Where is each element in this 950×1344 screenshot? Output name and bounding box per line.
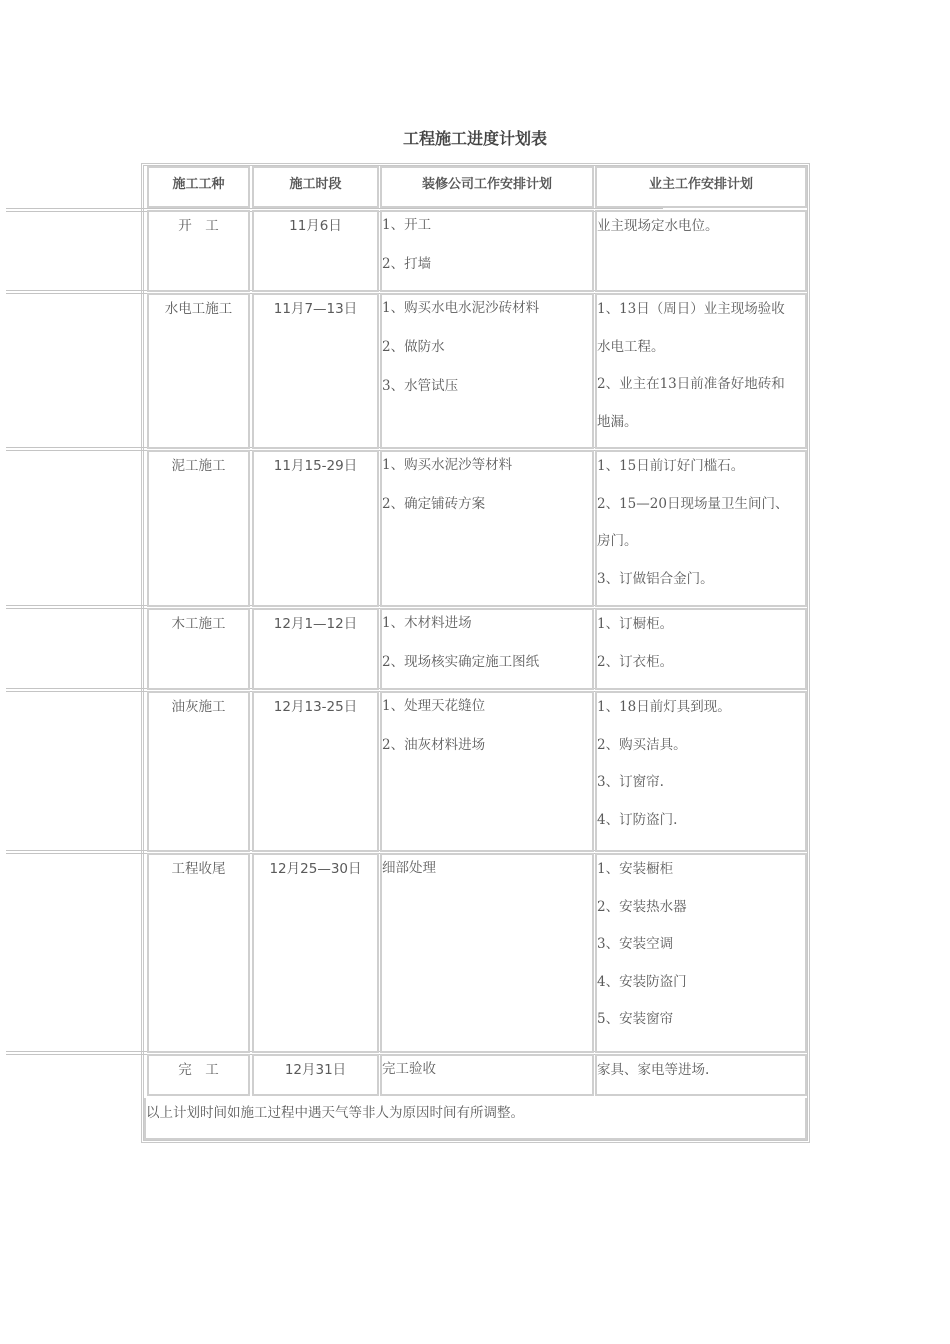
period-cell: 12月1—12日 xyxy=(252,608,379,690)
owner-plan-item: 1、18日前灯具到现。 xyxy=(597,699,731,715)
company-plan-cell xyxy=(380,293,594,449)
company-plan-item: 1、开工 xyxy=(382,217,432,233)
period-cell: 12月25—30日 xyxy=(252,853,379,1053)
header-cell: 装修公司工作安排计划 xyxy=(380,166,594,208)
company-plan-cell xyxy=(380,691,594,852)
header-cell: 业主工作安排计划 xyxy=(595,166,807,208)
company-plan-item: 细部处理 xyxy=(382,860,436,876)
company-plan-item: 1、处理天花缝位 xyxy=(382,698,486,714)
header-cell: 施工时段 xyxy=(252,166,379,208)
owner-plan-item: 3、订做铝合金门。 xyxy=(597,570,714,587)
company-plan-item: 2、确定铺砖方案 xyxy=(382,496,486,512)
company-plan-cell xyxy=(380,853,594,1053)
owner-plan-item: 2、购买洁具。 xyxy=(597,736,687,753)
owner-plan-item: 1、15日前订好门槛石。 xyxy=(597,458,745,474)
owner-plan-item: 1、13日（周日）业主现场验收 xyxy=(597,301,785,317)
trade-cell: 泥工施工 xyxy=(147,450,250,607)
owner-plan-cell xyxy=(595,293,807,449)
company-plan-item: 完工验收 xyxy=(382,1061,436,1077)
owner-plan-cell xyxy=(595,450,807,607)
company-plan-item: 2、油灰材料进场 xyxy=(382,737,486,753)
owner-plan-item: 业主现场定水电位。 xyxy=(597,218,719,234)
company-plan-cell xyxy=(380,210,594,292)
owner-plan-cell xyxy=(595,853,807,1053)
trade-cell: 工程收尾 xyxy=(147,853,250,1053)
company-plan-item: 1、购买水泥沙等材料 xyxy=(382,457,513,473)
table-footnote: 以上计划时间如施工过程中遇天气等非人为原因时间有所调整。 xyxy=(144,1098,807,1140)
owner-plan-cell xyxy=(595,1054,807,1096)
company-plan-item: 2、现场核实确定施工图纸 xyxy=(382,654,540,670)
trade-cell: 木工施工 xyxy=(147,608,250,690)
trade-cell: 完 工 xyxy=(147,1054,250,1096)
company-plan-item: 1、购买水电水泥沙砖材料 xyxy=(382,300,540,316)
owner-plan-item: 2、15—20日现场量卫生间门、 xyxy=(597,495,789,512)
company-plan-item: 1、木材料进场 xyxy=(382,615,472,631)
owner-plan-cell xyxy=(595,691,807,852)
owner-plan-item: 1、安装橱柜 xyxy=(597,861,674,877)
trade-cell: 油灰施工 xyxy=(147,691,250,852)
period-cell: 11月7—13日 xyxy=(252,293,379,449)
company-plan-item: 2、做防水 xyxy=(382,339,445,355)
company-plan-item: 3、水管试压 xyxy=(382,378,459,394)
page-title: 工程施工进度计划表 xyxy=(402,129,547,148)
owner-plan-item: 家具、家电等进场. xyxy=(597,1062,710,1078)
owner-plan-item: 地漏。 xyxy=(597,413,638,430)
owner-plan-item: 房门。 xyxy=(597,533,638,549)
owner-plan-item: 5、安装窗帘 xyxy=(597,1011,674,1027)
owner-plan-cell xyxy=(595,210,807,292)
owner-plan-item: 1、订橱柜。 xyxy=(597,616,674,632)
period-cell: 12月13-25日 xyxy=(252,691,379,852)
owner-plan-item: 2、安装热水器 xyxy=(597,898,687,915)
period-cell: 11月15-29日 xyxy=(252,450,379,607)
owner-plan-item: 水电工程。 xyxy=(597,338,665,355)
trade-cell: 开 工 xyxy=(147,210,250,292)
owner-plan-cell xyxy=(595,608,807,690)
period-cell: 11月6日 xyxy=(252,210,379,292)
owner-plan-item: 3、安装空调 xyxy=(597,936,674,952)
trade-cell: 水电工施工 xyxy=(147,293,250,449)
company-plan-cell xyxy=(380,450,594,607)
owner-plan-item: 4、订防盗门. xyxy=(597,811,678,828)
owner-plan-item: 4、安装防盗门 xyxy=(597,973,687,990)
company-plan-item: 2、打墙 xyxy=(382,256,432,272)
company-plan-cell xyxy=(380,608,594,690)
period-cell: 12月31日 xyxy=(252,1054,379,1096)
owner-plan-item: 2、订衣柜。 xyxy=(597,653,674,670)
company-plan-cell xyxy=(380,1054,594,1096)
owner-plan-item: 3、订窗帘. xyxy=(597,774,664,790)
header-cell: 施工工种 xyxy=(147,166,250,208)
owner-plan-item: 2、业主在13日前准备好地砖和 xyxy=(597,376,785,392)
